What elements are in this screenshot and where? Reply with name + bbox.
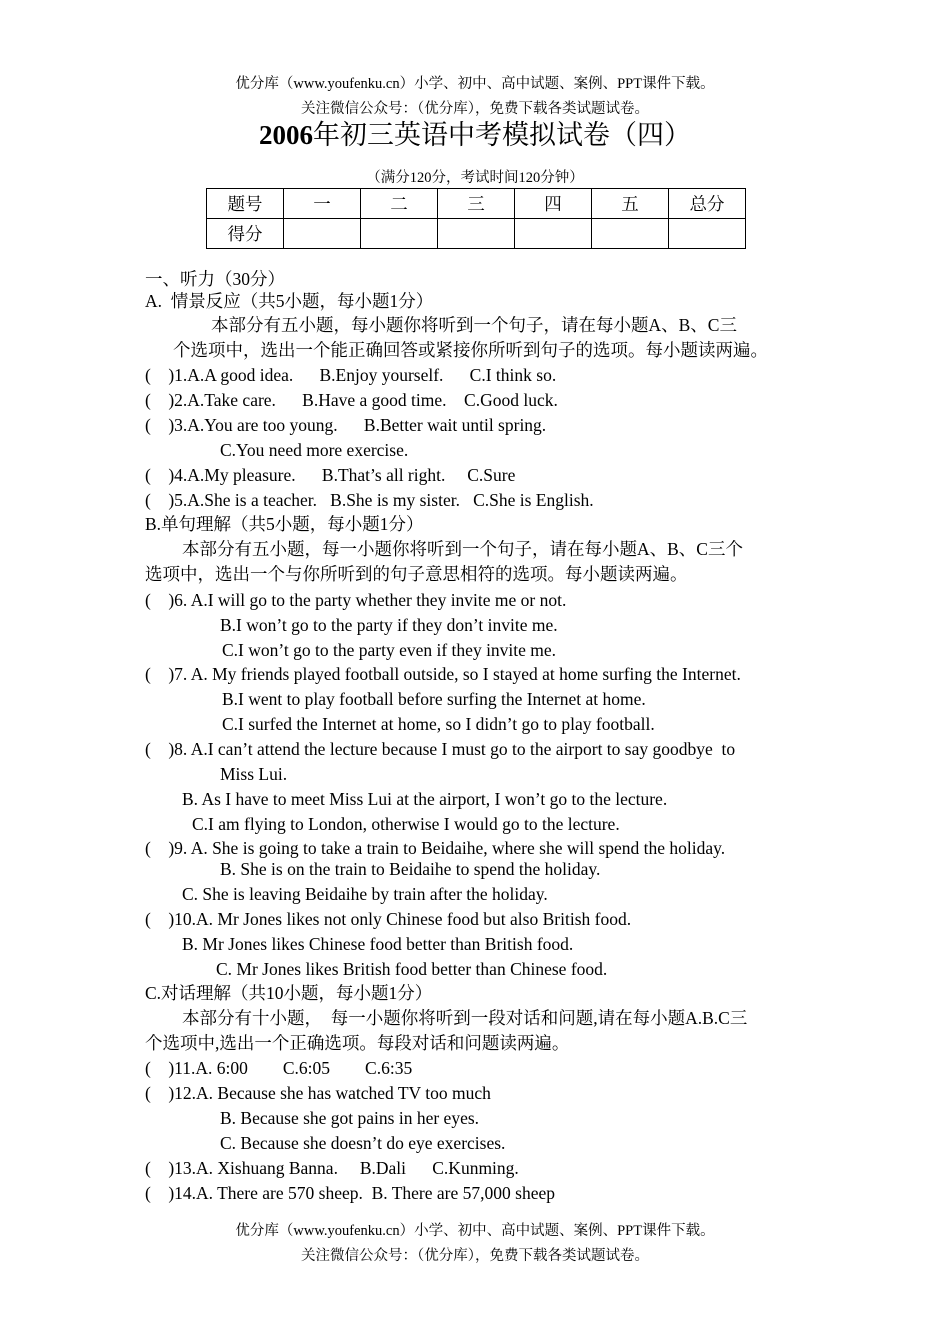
score-header-cell: 四 (515, 189, 592, 219)
score-table-score-row (207, 219, 746, 249)
question-6-option-b: B.I won’t go to the party if they don’t invite me. (220, 615, 558, 635)
question-8-option-b: B. As I have to meet Miss Lui at the airport, I won’t go to the lecture. (182, 789, 668, 809)
question-5: ( )5.A.She is a teacher. B.She is my sister. C.She is English. (145, 490, 594, 510)
part-c-instructions-1: 本部分有十小题， 每一小题你将听到一段对话和问题,请在每小题A.B.C三 (182, 1008, 748, 1028)
footer-line-1: 优分库（www.youfenku.cn）小学、初中、高中试题、案例、PPT课件下载。 (235, 1223, 715, 1239)
header-line-2: 关注微信公众号：（优分库），免费下载各类试题试卷。 (301, 101, 649, 117)
part-a-instructions-2: 个选项中，选出一个能正确回答或紧接你所听到句子的选项。每小题读两遍。 (173, 340, 768, 360)
score-cell[interactable] (361, 219, 438, 249)
question-9: ( )9. A. She is going to take a train to Beidaihe, where she will spend the holiday. (145, 838, 726, 858)
section-heading-listening: 一、听力（30分） (145, 269, 285, 289)
question-12: ( )12.A. Because she has watched TV too much (145, 1083, 491, 1103)
score-cell[interactable] (515, 219, 592, 249)
score-header-cell: 三 (438, 189, 515, 219)
question-3: ( )3.A.You are too young. B.Better wait until spring. (145, 415, 547, 435)
score-cell[interactable] (592, 219, 669, 249)
score-header-cell: 二 (361, 189, 438, 219)
part-b-instructions-2: 选项中，选出一个与你所听到的句子意思相符的选项。每小题读两遍。 (145, 564, 688, 584)
question-8-option-a-cont: Miss Lui. (220, 764, 288, 784)
title-text: 年初三英语中考模拟试卷（四） (313, 120, 691, 150)
part-b-heading: B.单句理解（共5小题，每小题1分） (145, 514, 424, 534)
question-7-option-c: C.I surfed the Internet at home, so I didn’t go to play football. (222, 714, 655, 734)
score-header-cell: 题号 (207, 189, 284, 219)
score-table-header-row (207, 189, 746, 219)
question-8: ( )8. A.I can’t attend the lecture because I must go to the airport to say goodbye to (145, 739, 736, 759)
question-6-option-c: C.I won’t go to the party even if they invite me. (222, 640, 557, 660)
question-9-option-c: C. She is leaving Beidaihe by train after the holiday. (182, 884, 548, 904)
score-header-cell: 五 (592, 189, 669, 219)
footer-line-2: 关注微信公众号：（优分库），免费下载各类试题试卷。 (301, 1248, 649, 1264)
question-2: ( )2.A.Take care. B.Have a good time. C.Good luck. (145, 390, 558, 410)
question-1: ( )1.A.A good idea. B.Enjoy yourself. C.I think so. (145, 365, 557, 385)
question-7-option-b: B.I went to play football before surfing the Internet at home. (222, 689, 646, 709)
question-10: ( )10.A. Mr Jones likes not only Chinese food but also British food. (145, 909, 632, 929)
score-header-cell: 总分 (669, 189, 746, 219)
question-11: ( )11.A. 6:00 C.6:05 C.6:35 (145, 1058, 413, 1078)
part-b-instructions-1: 本部分有五小题，每一小题你将听到一个句子，请在每小题A、B、C三个 (182, 539, 743, 559)
question-14: ( )14.A. There are 570 sheep. B. There are 57,000 sheep (145, 1183, 555, 1203)
title-year: 2006 (259, 120, 313, 150)
question-13: ( )13.A. Xishuang Banna. B.Dali C.Kunming. (145, 1158, 519, 1178)
score-row-label: 得分 (207, 219, 284, 249)
question-3-option-c: C.You need more exercise. (220, 440, 409, 460)
score-table (206, 188, 746, 249)
question-7: ( )7. A. My friends played football outside, so I stayed at home surfing the Internet. (145, 664, 741, 684)
score-cell[interactable] (438, 219, 515, 249)
question-10-option-c: C. Mr Jones likes British food better than Chinese food. (216, 959, 608, 979)
score-cell[interactable] (284, 219, 361, 249)
question-12-option-c: C. Because she doesn’t do eye exercises. (220, 1133, 506, 1153)
score-cell[interactable] (669, 219, 746, 249)
question-8-option-c: C.I am flying to London, otherwise I would go to the lecture. (192, 814, 620, 834)
score-header-cell: 一 (284, 189, 361, 219)
question-10-option-b: B. Mr Jones likes Chinese food better than British food. (182, 934, 574, 954)
question-12-option-b: B. Because she got pains in her eyes. (220, 1108, 480, 1128)
question-6: ( )6. A.I will go to the party whether they invite me or not. (145, 590, 567, 610)
part-c-heading: C.对话理解（共10小题，每小题1分） (145, 983, 433, 1003)
part-a-instructions-1: 本部分有五小题，每小题你将听到一个句子，请在每小题A、B、C三 (211, 315, 737, 335)
page-title (0, 118, 950, 152)
header-line-1: 优分库（www.youfenku.cn）小学、初中、高中试题、案例、PPT课件下载。 (235, 76, 715, 92)
question-4: ( )4.A.My pleasure. B.That’s all right. C.Sure (145, 465, 516, 485)
part-c-instructions-2: 个选项中,选出一个正确选项。每段对话和问题读两遍。 (145, 1033, 570, 1053)
part-a-heading: A. 情景反应（共5小题，每小题1分） (145, 291, 434, 311)
page-subtitle: （满分120分，考试时间120分钟） (366, 170, 584, 186)
question-9-option-b: B. She is on the train to Beidaihe to spend the holiday. (220, 859, 601, 879)
